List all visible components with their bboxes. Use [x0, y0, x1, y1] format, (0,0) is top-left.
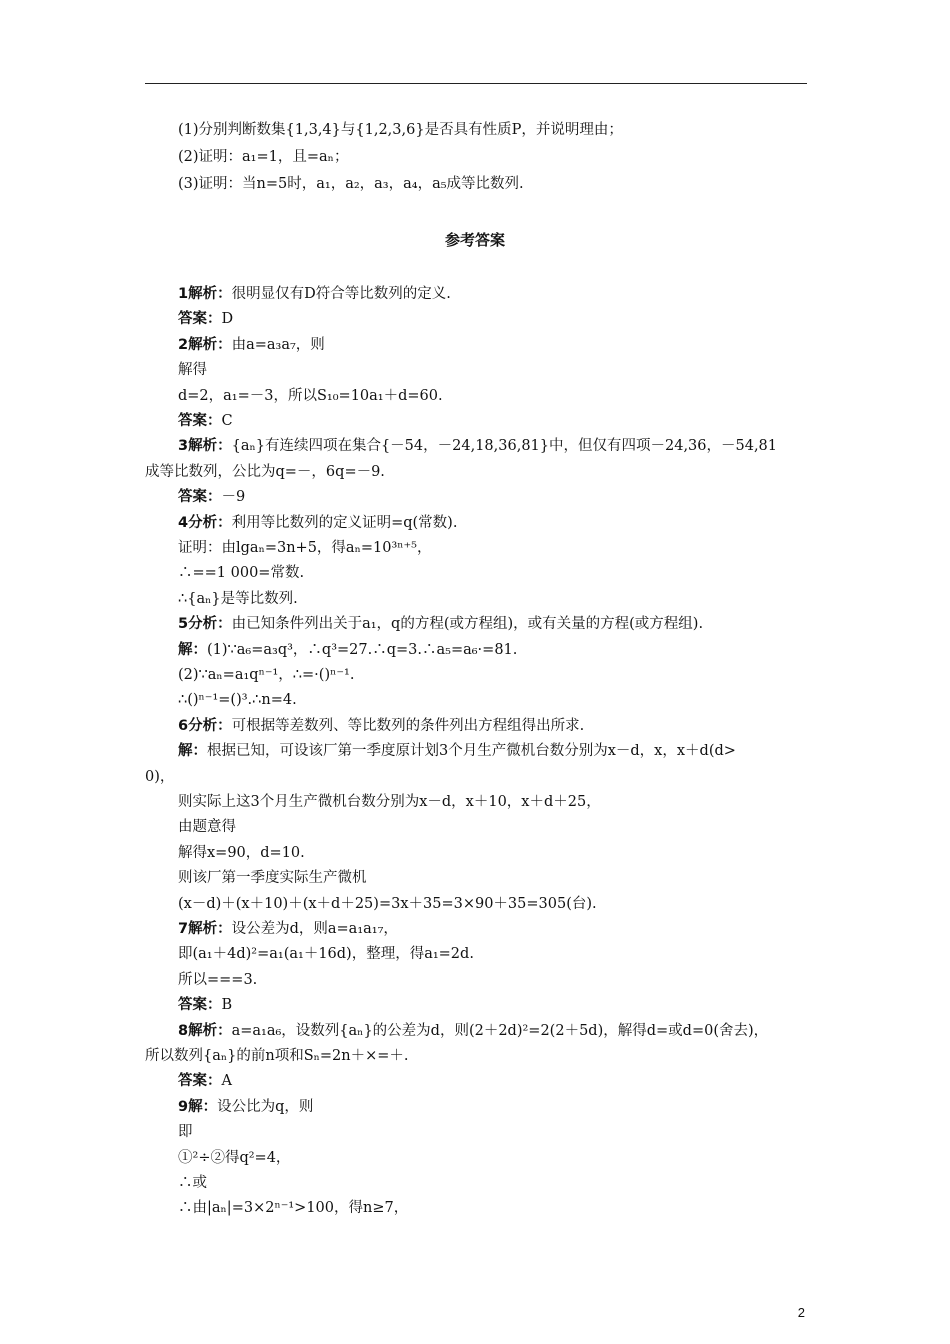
answer-line [178, 895, 597, 913]
answer-text: 利用等比数列的定义证明=q(常数). [231, 514, 458, 531]
answer-label: 7解析： [178, 921, 232, 937]
answer-text: 解得 [178, 362, 207, 379]
answer-label: 答案： [178, 489, 222, 506]
answer-line [178, 1098, 313, 1116]
answer-line [145, 463, 385, 481]
answer-line [178, 310, 233, 328]
answer-text: ∴()ⁿ⁻¹=()³.∴n=4. [178, 692, 297, 709]
answer-text: 成等比数列，公比为q=－，6q=－9. [145, 463, 385, 480]
answer-text: 根据已知，可设该厂第一季度原计划3个月生产微机台数分别为x－d，x，x＋d(d> [207, 743, 736, 760]
page-number: 2 [797, 1305, 805, 1320]
answer-text: ①²÷②得q²=4， [178, 1149, 291, 1166]
answer-text: ∴==1 000=常数. [178, 565, 305, 582]
answer-text: D [221, 311, 234, 328]
answer-text: 由题意得 [178, 819, 236, 836]
answer-line [178, 387, 443, 405]
answer-text: 很明显仅有D符合等比数列的定义. [231, 286, 451, 302]
answer-label: 5分析： [178, 616, 232, 633]
answer-text: a=a₁a₆，设数列{aₙ}的公差为d，则(2＋2d)²=2(2＋5d)，解得d=或d=0(舍去)， [231, 1022, 769, 1039]
answer-text: －9 [221, 489, 246, 506]
answer-text: 由已知条件列出关于a₁，q的方程(或方程组)，或有关量的方程(或方程组). [231, 616, 704, 633]
answer-text: 解得x=90，d=10. [178, 844, 305, 861]
answer-label: 1解析： [178, 286, 232, 302]
answer-line [178, 590, 298, 608]
answer-line [178, 971, 257, 989]
answer-line [178, 869, 367, 887]
answer-text: 即(a₁＋4d)²=a₁(a₁＋16d)，整理，得a₁=2d. [178, 946, 474, 963]
answer-line [178, 717, 584, 735]
question-line: (1)分别判断数集{1,3,4}与{1,2,3,6}是否具有性质P，并说明理由； [178, 122, 623, 138]
answer-text: (1)∵a₆=a₃q³，∴q³=27.∴q=3.∴a₅=a₆·=81. [207, 641, 518, 658]
answer-line [178, 641, 517, 659]
answer-line [178, 412, 233, 430]
answer-text: 设公比为q，则 [217, 1098, 314, 1115]
answer-label: 答案： [178, 311, 222, 328]
answer-line [178, 844, 305, 862]
question-line: (2)证明：a₁=1，且=aₙ； [178, 149, 349, 165]
answer-line [178, 996, 232, 1014]
answer-label: 6分析： [178, 717, 232, 734]
answer-label: 3解析： [178, 438, 232, 455]
answer-text: 证明：由lgaₙ=3n+5，得aₙ=10³ⁿ⁺⁵， [178, 540, 432, 556]
answer-line [178, 920, 398, 938]
answer-line [178, 285, 451, 303]
answer-line [178, 1022, 768, 1040]
answer-line [178, 361, 207, 379]
answer-label: 4分析： [178, 514, 232, 531]
answer-text: 则该厂第一季度实际生产微机 [178, 870, 367, 887]
answer-text: B [221, 997, 233, 1014]
answer-line [178, 742, 736, 760]
answer-label: 9解： [178, 1098, 218, 1115]
answer-text: 可根据等差数列、等比数列的条件列出方程组得出所求. [231, 717, 585, 734]
answer-line [178, 539, 432, 557]
answer-line [178, 945, 474, 963]
answer-label: 解： [178, 641, 207, 658]
answer-line [178, 818, 236, 836]
answer-text: 则实际上这3个月生产微机台数分别为x－d，x＋10，x＋d＋25， [178, 794, 601, 810]
answer-text: ∴{aₙ}是等比数列. [178, 590, 298, 607]
answer-text: (2)∵aₙ=a₁qⁿ⁻¹，∴=·()ⁿ⁻¹. [178, 667, 355, 683]
answer-line [178, 514, 457, 532]
answer-line [178, 1149, 290, 1167]
answer-text: 所以数列{aₙ}的前n项和Sₙ=2n＋×=＋. [145, 1048, 409, 1064]
answer-text: 即 [178, 1124, 193, 1141]
answer-line [178, 336, 325, 354]
answer-label: 答案： [178, 1073, 222, 1090]
answer-label: 8解析： [178, 1022, 232, 1039]
answer-line [178, 1072, 232, 1090]
answer-line [178, 564, 304, 582]
answer-text: ∴由|aₙ|=3×2ⁿ⁻¹>100，得n≥7， [178, 1200, 409, 1217]
answer-line [178, 437, 777, 455]
question-line: (3)证明：当n=5时，a₁，a₂，a₃，a₄，a₅成等比数列. [178, 176, 524, 192]
answer-text: (x－d)＋(x＋10)＋(x＋d＋25)=3x＋35=3×90＋35=305(台). [178, 895, 597, 912]
answer-line [178, 793, 601, 811]
header-rule [145, 83, 807, 84]
answer-text: ∴或 [178, 1175, 207, 1191]
answer-label: 解： [178, 743, 207, 760]
answer-line [178, 666, 354, 684]
answer-label: 答案： [178, 413, 222, 429]
answer-line [178, 1123, 193, 1141]
answer-label: 2解析： [178, 336, 232, 353]
answer-line [145, 1047, 409, 1065]
answer-line [178, 1199, 408, 1217]
answer-label: 答案： [178, 997, 222, 1014]
answer-text: 所以===3. [178, 971, 258, 988]
answer-text: C [221, 413, 233, 429]
answer-line [145, 768, 174, 786]
answer-text: 0)， [145, 768, 175, 785]
answer-text: d=2，a₁=－3，所以S₁₀=10a₁＋d=60. [178, 387, 443, 404]
answer-line [178, 1174, 207, 1192]
answer-text: A [221, 1073, 232, 1090]
answer-line [178, 615, 703, 633]
answer-line [178, 488, 245, 506]
answer-text: 设公差为d，则a=a₁a₁₇， [231, 921, 398, 937]
answer-text: 由a=a₃a₇，则 [231, 336, 325, 353]
answers-title: 参考答案 [444, 231, 505, 249]
answer-line [178, 691, 297, 709]
answer-text: {aₙ}有连续四项在集合{－54，－24,18,36,81}中，但仅有四项－24,36，－54,81 [231, 438, 778, 455]
